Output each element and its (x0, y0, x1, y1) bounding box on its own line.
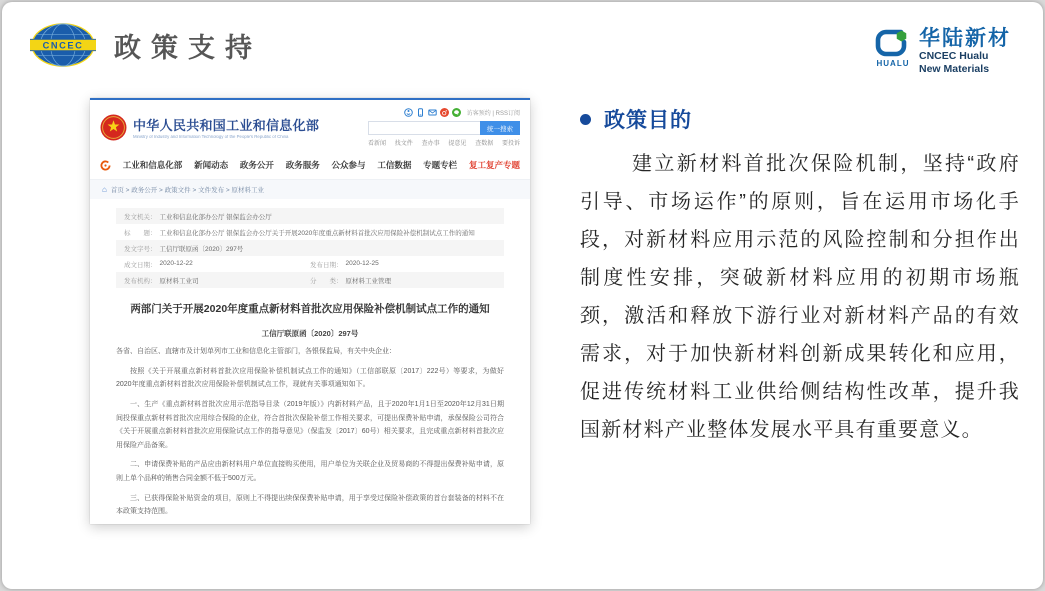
search-button[interactable]: 统一搜索 (480, 121, 520, 135)
article-doc-number: 工信厅联原函〔2020〕297号 (261, 329, 359, 338)
mail-icon[interactable] (428, 108, 437, 117)
hualu-word-label: HUALU (876, 59, 910, 68)
meta-row-dates: 成文日期： 2020-12-22 发布日期： 2020-12-25 (124, 259, 379, 269)
nav-item-participation[interactable]: 公众参与 (331, 160, 366, 170)
cncec-logo-text: CNCEC (42, 40, 84, 51)
quick-link-services[interactable]: 查办事 (421, 141, 440, 147)
gov-nav-icon (100, 160, 111, 171)
hualu-name-cn: 华陆新材 (919, 27, 1011, 50)
nav-item-gov-services[interactable]: 政务服务 (285, 160, 320, 170)
section-heading: 政策目的 (604, 109, 692, 132)
wechat-icon[interactable] (452, 108, 461, 117)
article-title: 两部门关于开展2020年度重点新材料首批次应用保险补偿机制试点工作的通知 (130, 303, 490, 315)
site-name-en: Ministry of Industry and Information Technology of the People's Republic of China (133, 134, 289, 139)
cncec-logo-icon (30, 22, 96, 68)
site-name: 中华人民共和国工业和信息化部 (133, 117, 320, 133)
bullet-icon (580, 114, 591, 125)
accessibility-icon[interactable] (404, 108, 413, 117)
nav-item-gov-open[interactable]: 政务公开 (239, 160, 274, 170)
article-salutation: 各省、自治区、直辖市及计划单列市工业和信息化主管部门，各银保监局，有关中央企业： (116, 348, 396, 355)
national-emblem-icon (100, 114, 127, 141)
site-header (90, 100, 530, 152)
document-meta-table (116, 208, 504, 288)
nav-item-data[interactable]: 工信数据 (377, 160, 412, 170)
breadcrumb[interactable] (90, 179, 530, 199)
visitor-rss-links[interactable]: 访客预约 | RSS订阅 (466, 111, 520, 117)
hualu-logo (874, 28, 1011, 76)
hualu-name-en1: CNCEC Hualu (919, 50, 989, 63)
quick-links (368, 138, 520, 147)
mobile-icon[interactable] (416, 108, 425, 117)
article-paragraph-intro: 按照《关于开展重点新材料首批次应用保险补偿机制试点工作的通知》（工信部联原〔2017〕222号）等要求，为做好2020年度重点新材料首批次应用保险补偿机制试点工作，现就有关事项通知如下。 (116, 367, 504, 389)
meta-row-title: 标 题： 工业和信息化部办公厅 银保监会办公厅关于开展2020年度重点新材料首批次应用保险补偿机制试点工作的通知 (124, 229, 475, 237)
quick-link-complaint[interactable]: 要投诉 (501, 141, 520, 147)
slide (2, 2, 1043, 589)
meta-row-doc-number: 发文字号： 工信厅联原函〔2020〕297号 (116, 240, 504, 256)
hualu-name-en2: New Materials (919, 63, 990, 76)
article-paragraph-1: 一、生产《重点新材料首批次应用示范指导目录（2019年版）》内新材料产品，且于2020年1月1日至2020年12月31日期间投保重点新材料首批次应用综合保险的企业，符合首批次保险补偿工作相关要求，可提出保费补贴申请，承保保险公司符合《关于开展重点新材料首批次应用保险试点工作的指导意见》（保监发〔2017〕60号）相关要求，且完成重点新材料首批次应用保险产品备案。 (116, 400, 504, 449)
page-title: 政策支持 (114, 32, 262, 64)
article-paragraph-3: 三、已获得保险补贴资金的项目，原则上不得提出续保保费补贴申请，用于享受过保险补偿政策的首台套装备的材料不在本政策支持范围。 (116, 494, 504, 516)
policy-purpose-panel (580, 104, 1020, 449)
quick-link-data[interactable]: 查数据 (475, 141, 494, 147)
meta-row-issuer: 发文机关： 工业和信息化部办公厅 银保监会办公厅 (116, 208, 504, 224)
home-icon (102, 186, 107, 194)
policy-purpose-text: 建立新材料首批次保险机制，坚持“政府引导、市场运作”的原则，旨在运用市场化手段，对新材料应用示范的风险控制和分担作出制度性安排，突破新材料应用的初期市场瓶颈，激活和释放下游行业对新材料产品的有效需求，对于加快新材料创新成果转化和应用，促进传统材料工业供给侧结构性改革，提升我国新材料产业整体发展水平具有重要意义。 (580, 153, 1020, 441)
breadcrumb-text: 首页 > 政务公开 > 政策文件 > 文件发布 > 原材料工业 (110, 187, 264, 194)
search-input[interactable] (368, 121, 480, 135)
quick-link-suggest[interactable]: 提意见 (448, 141, 467, 147)
quick-link-news[interactable]: 看新闻 (368, 141, 387, 147)
quick-link-files[interactable]: 找文件 (394, 141, 413, 147)
nav-item-resume-work[interactable]: 复工复产专题 (468, 160, 520, 170)
site-nav (90, 152, 530, 179)
meta-row-agency-category: 发布机构： 原材料工业司 分 类： 原材料工业管理 (116, 272, 504, 288)
slide-header-left (30, 22, 262, 68)
article-paragraph-2: 二、申请保费补贴的产品应由新材料用户单位直接购买使用，用户单位为关联企业及贸易商的不得提出保费补贴申请，原则上单个品种的销售合同金额不低于500万元。 (116, 461, 504, 483)
nav-item-topics[interactable]: 专题专栏 (423, 160, 458, 170)
weibo-icon[interactable] (440, 108, 449, 117)
nav-item-ministry[interactable]: 工业和信息化部 (122, 160, 183, 170)
nav-item-news[interactable]: 新闻动态 (194, 160, 229, 170)
miit-website-screenshot (90, 98, 530, 524)
document-body (90, 199, 530, 519)
hualu-logo-icon (874, 28, 912, 58)
